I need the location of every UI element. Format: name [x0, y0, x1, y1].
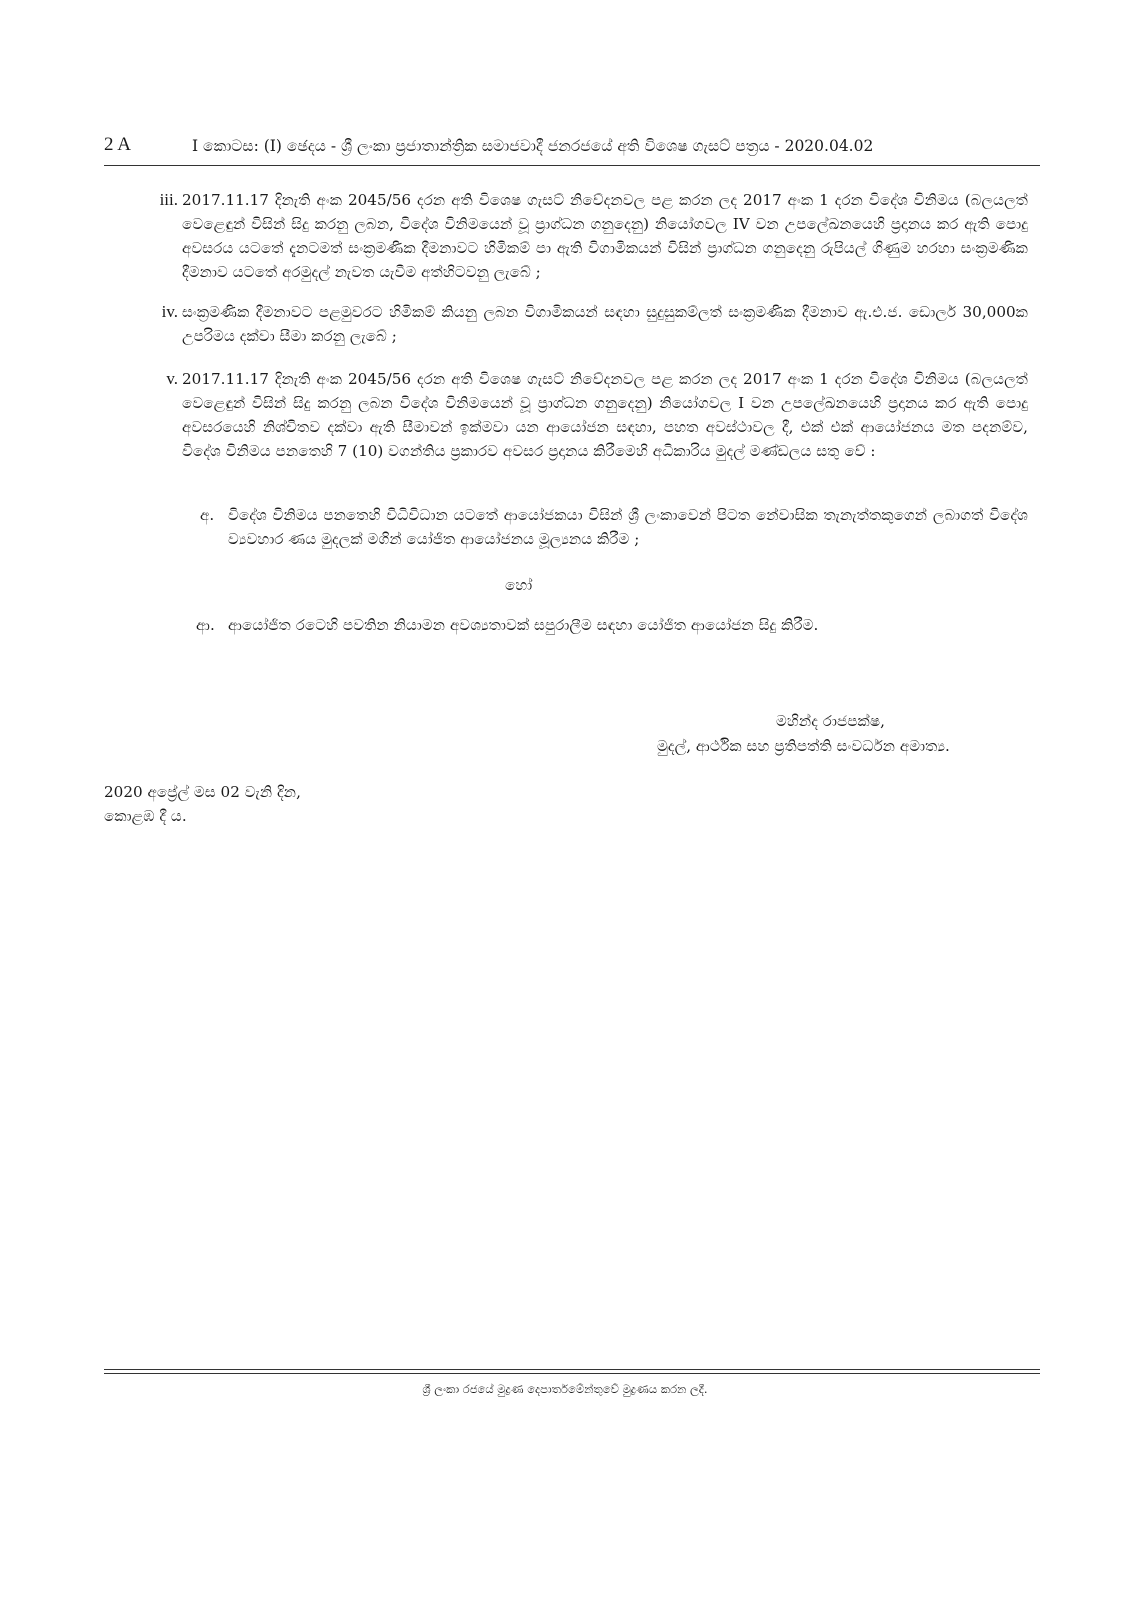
issue-date: 2020 අප්‍රේල් මස 02 වැනි දින, [104, 783, 301, 801]
footer-divider-bottom [104, 1373, 1040, 1374]
signatory-title: මුදල්, ආර්ථික සහ ප්‍රතිපත්ති සංවර්ධන අමාත්‍ය. [657, 737, 950, 755]
page-number: 2 A [104, 134, 131, 155]
item-iv-text: සංක්‍රමණික දීමනාවට පළමුවරට හිමිකම් කියනු ලබන විගාමිකයන් සඳහා සුදුසුකම්ලත් සංක්‍රමණික දීමනාව ඇ.එ.ජ. ඩොලර් 30,000ක උපරිමය දක්වා සීමා කරනු ලැබේ ; [182, 303, 1028, 345]
header-divider [104, 165, 1040, 166]
signatory-name: මහින්ද රාජපක්ෂ, [776, 712, 885, 730]
sub-item-a-text: විදේශ විනිමය පනතෙහි විධිවිධාන යටතේ ආයෝජකයා විසින් ශ්‍රී ලංකාවෙන් පිටත නේවාසික තැනැත්තකුගෙන් ලබාගත් විදේශ ව්‍යවහාර ණය මුදලක් මගින් යෝජිත ආයෝජනය මූල්‍යනය කිරීම ; [228, 506, 1028, 548]
footer-divider-top [104, 1369, 1040, 1370]
or-connector: හෝ [505, 576, 533, 594]
gazette-header-title: I කොටස: (I) ඡෙදය - ශ්‍රී ලංකා ප්‍රජාතාන්ත්‍රික සමාජවාදී ජනරජයේ අති විශෙෂ ගැසට් පත්‍රය - 2020.04.02 [192, 137, 874, 155]
item-iii-text: 2017.11.17 දිනැති අංක 2045/56 දරන අති විශෙෂ ගැසට් නිවේදනවල පළ කරන ලද 2017 අංක 1 දරන විදේශ විනිමය (බලයලත් වෙළෙඳුන් විසින් සිදු කරනු ලබන, විදේශ විනිමයෙන් වූ ප්‍රාග්ධන ගනුදෙනු) නියෝගවල IV වන උපලේඛනයෙහි ප්‍රදානය කර ඇති පොදු අවසරය යටතේ දැනටමත් සංක්‍රමණික දීමනාවට හිමිකම් පා ඇති විගාමිකයන් විසින් ප්‍රාග්ධන ගනුදෙනු රුපියල් ගිණුම හරහා සංක්‍රමණික දීමනාව යටතේ අරමුදල් නැවත යැවීම අත්හිටවනු ලැබේ ; [182, 191, 1028, 281]
page-header [104, 135, 954, 161]
item-v-text: 2017.11.17 දිනැති අංක 2045/56 දරන අති විශෙෂ ගැසට් නිවේදනවල පළ කරන ලද 2017 අංක 1 දරන විදේශ විනිමය (බලයලත් වෙළෙඳුන් විසින් සිදු කරනු ලබන විදේශ විනිමයෙන් වූ ප්‍රාග්ධන ගනුදෙනු) නියෝගවල I වන උපලේඛනයෙහි ප්‍රදානය කර ඇති පොදු අවසරයෙහි නිශ්චිතව දක්වා ඇති සීමාවන් ඉක්මවා යන ආයෝජන සඳහා, පහත අවස්ථාවල දී, එක් එක් ආයෝජනය මත පදනම්ව, විදේශ විනිමය පනතෙහි 7 (10) වගන්තිය ප්‍රකාරව අවසර ප්‍රදානය කිරීමෙහි අධිකාරිය මුදල් මණ්ඩලය සතු වේ : [182, 370, 1028, 460]
sub-item-aa-text: ආයෝජිත රටෙහි පවතින නියාමන අවශ්‍යතාවක් සපුරාලීම සඳහා යෝජිත ආයෝජන සිදු කිරීම. [228, 616, 819, 634]
item-marker-v: v. [166, 369, 178, 388]
sub-item-marker-a: අ. [200, 506, 215, 524]
issue-place: කොළඹ දී ය. [104, 807, 187, 825]
item-marker-iv: iv. [161, 302, 178, 321]
printer-footer: ශ්‍රී ලංකා රජයේ මුද්‍රණ දෙපාර්තමේන්තුවේ මුද්‍රණය කරන ලදී. [422, 1382, 708, 1396]
sub-item-marker-aa: ආ. [196, 616, 215, 634]
item-marker-iii: iii. [159, 190, 178, 209]
